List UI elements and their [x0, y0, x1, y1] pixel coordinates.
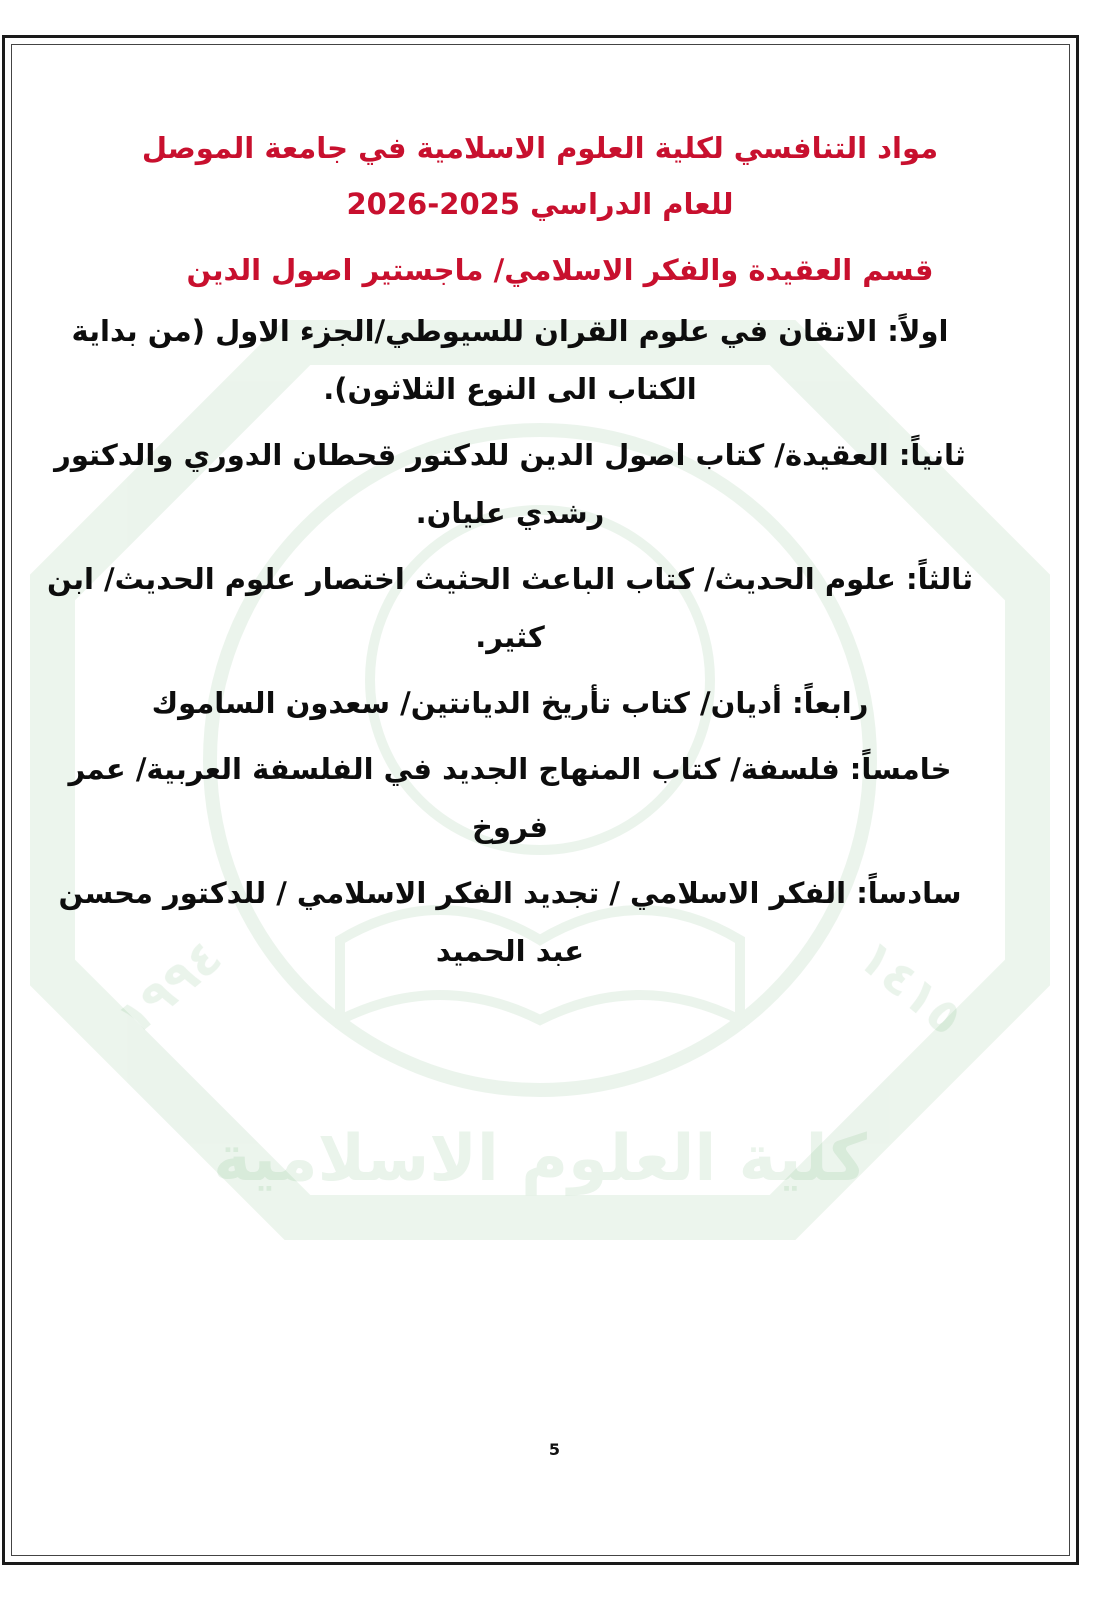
list-item-3: ثالثاً: علوم الحديث/ كتاب الباعث الحثيث اختصار علوم الحديث/ ابن كثير. [46, 562, 974, 654]
list-item-1: اولاً: الاتقان في علوم القران للسيوطي/الجزء الاول (من بداية الكتاب الى النوع الثلاثون). [71, 314, 949, 406]
document-body [30, 120, 990, 988]
list-item-5: خامساً: فلسفة/ كتاب المنهاج الجديد في الفلسفة العربية/ عمر فروخ [68, 752, 952, 844]
document-title [30, 120, 990, 232]
title-line-1: مواد التنافسي لكلية العلوم الاسلامية في جامعة الموصل [141, 131, 939, 165]
page-number: 5 [548, 1440, 561, 1459]
seal-year-right: ١٤١٥ [847, 928, 974, 1047]
list-item-2: ثانياً: العقيدة/ كتاب اصول الدين للدكتور قحطان الدوري والدكتور رشدي عليان. [54, 438, 966, 530]
list-item-6: سادساً: الفكر الاسلامي / تجديد الفكر الاسلامي / للدكتور محسن عبد الحميد [58, 876, 962, 968]
seal-text: كلية العلوم الاسلامية [213, 1122, 867, 1196]
seal-year-left: ١٩٩٤ [106, 928, 233, 1047]
list-item-4: رابعاً: أديان/ كتاب تأريخ الديانتين/ سعدون الساموك [151, 686, 869, 720]
title-line-2: للعام الدراسي 2025-2026 [346, 187, 734, 221]
department-heading: قسم العقيدة والفكر الاسلامي/ ماجستير اصول الدين [186, 253, 934, 287]
